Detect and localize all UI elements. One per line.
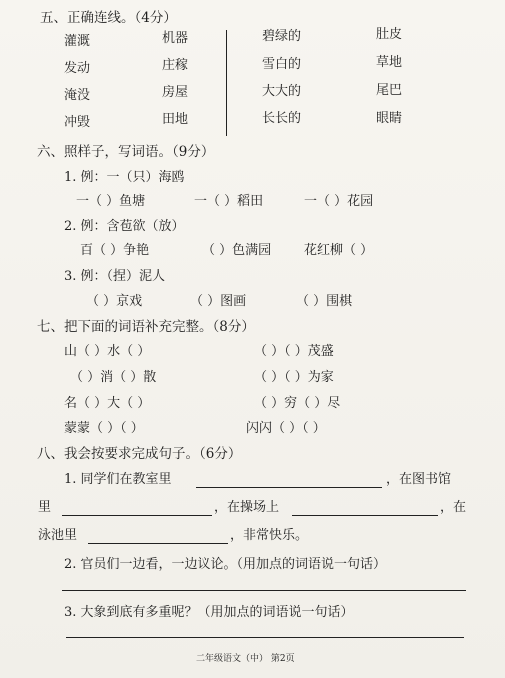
section5-title: 五、正确连线。（4分） (40, 10, 177, 26)
answer-line[interactable] (62, 515, 212, 516)
q1-text: 1. 同学们在教室里 (64, 472, 172, 487)
idiom-blank[interactable]: 山（ ）水（ ） (64, 344, 151, 359)
idiom-blank[interactable]: （ ）（ ）为家 (254, 370, 334, 385)
column-divider (226, 30, 227, 136)
section8-title: 八、我会按要求完成句子。（6分） (37, 446, 242, 462)
section7-title: 七、把下面的词语补充完整。（8分） (37, 319, 255, 335)
sec5-col4-item: 肚皮 (376, 27, 403, 42)
idiom-blank[interactable]: 名（ ）大（ ） (64, 396, 151, 411)
fill-blank[interactable]: 一（ ）花园 (304, 194, 374, 209)
answer-line[interactable] (196, 487, 382, 488)
q1-text: ，在图书馆 (386, 472, 452, 487)
example-3: 3. 例：（捏）泥人 (64, 269, 166, 284)
q1-text: 里 (38, 500, 52, 515)
fill-blank[interactable]: 一（ ）鱼塘 (76, 194, 146, 209)
sec5-col1-item: 灌溉 (64, 34, 91, 49)
fill-blank[interactable]: （ ）色满园 (202, 243, 272, 258)
q1-text: ，非常快乐。 (230, 528, 309, 543)
sec5-col4-item: 尾巴 (376, 83, 403, 98)
answer-line[interactable] (88, 543, 228, 544)
sec5-col1-item: 冲毁 (64, 115, 91, 130)
fill-blank[interactable]: 花红柳（ ） (304, 243, 374, 258)
sec5-col3-item: 雪白的 (262, 57, 302, 72)
fill-blank[interactable]: 一（ ）稻田 (194, 194, 264, 209)
idiom-blank[interactable]: （ ）穷（ ）尽 (254, 396, 341, 411)
sec5-col3-item: 大大的 (262, 84, 302, 99)
idiom-blank[interactable]: 闪闪（ ）（ ） (246, 421, 326, 436)
fill-blank[interactable]: 百（ ）争艳 (80, 243, 150, 258)
fill-blank[interactable]: （ ）图画 (190, 294, 247, 309)
sec5-col4-item: 眼睛 (376, 111, 403, 126)
sec5-col1-item: 发动 (64, 61, 91, 76)
answer-line[interactable] (66, 637, 464, 638)
q2-text: 2. 官员们一边看，一边议论。（用加点的词语说一句话） (64, 557, 387, 572)
q1-text: ，在操场上 (214, 500, 280, 515)
answer-line[interactable] (62, 590, 466, 591)
idiom-blank[interactable]: 蒙蒙（ ）（ ） (64, 421, 144, 436)
idiom-blank[interactable]: （ ）（ ）茂盛 (254, 344, 334, 359)
fill-blank[interactable]: （ ）围棋 (296, 294, 353, 309)
sec5-col4-item: 草地 (376, 55, 403, 70)
q3-text: 3. 大象到底有多重呢？（用加点的词语说一句话） (64, 605, 354, 620)
section6-title: 六、照样子，写词语。（9分） (37, 144, 215, 160)
sec5-col2-item: 房屋 (162, 85, 189, 100)
q1-text: ，在 (440, 500, 467, 515)
sec5-col2-item: 庄稼 (162, 58, 189, 73)
fill-blank[interactable]: （ ）京戏 (86, 294, 143, 309)
example-2: 2. 例：含苞欲（放） (64, 219, 185, 234)
answer-line[interactable] (292, 515, 438, 516)
sec5-col3-item: 碧绿的 (262, 29, 302, 44)
example-1: 1. 例：一（只）海鸥 (64, 170, 185, 185)
sec5-col2-item: 机器 (162, 31, 189, 46)
sec5-col2-item: 田地 (162, 112, 189, 127)
idiom-blank[interactable]: （ ）消（ ）散 (70, 370, 157, 385)
sec5-col3-item: 长长的 (262, 111, 302, 126)
sec5-col1-item: 淹没 (64, 88, 91, 103)
q1-text: 泳池里 (38, 528, 78, 543)
page-footer: 二年级语文（中） 第2页 (196, 654, 295, 664)
